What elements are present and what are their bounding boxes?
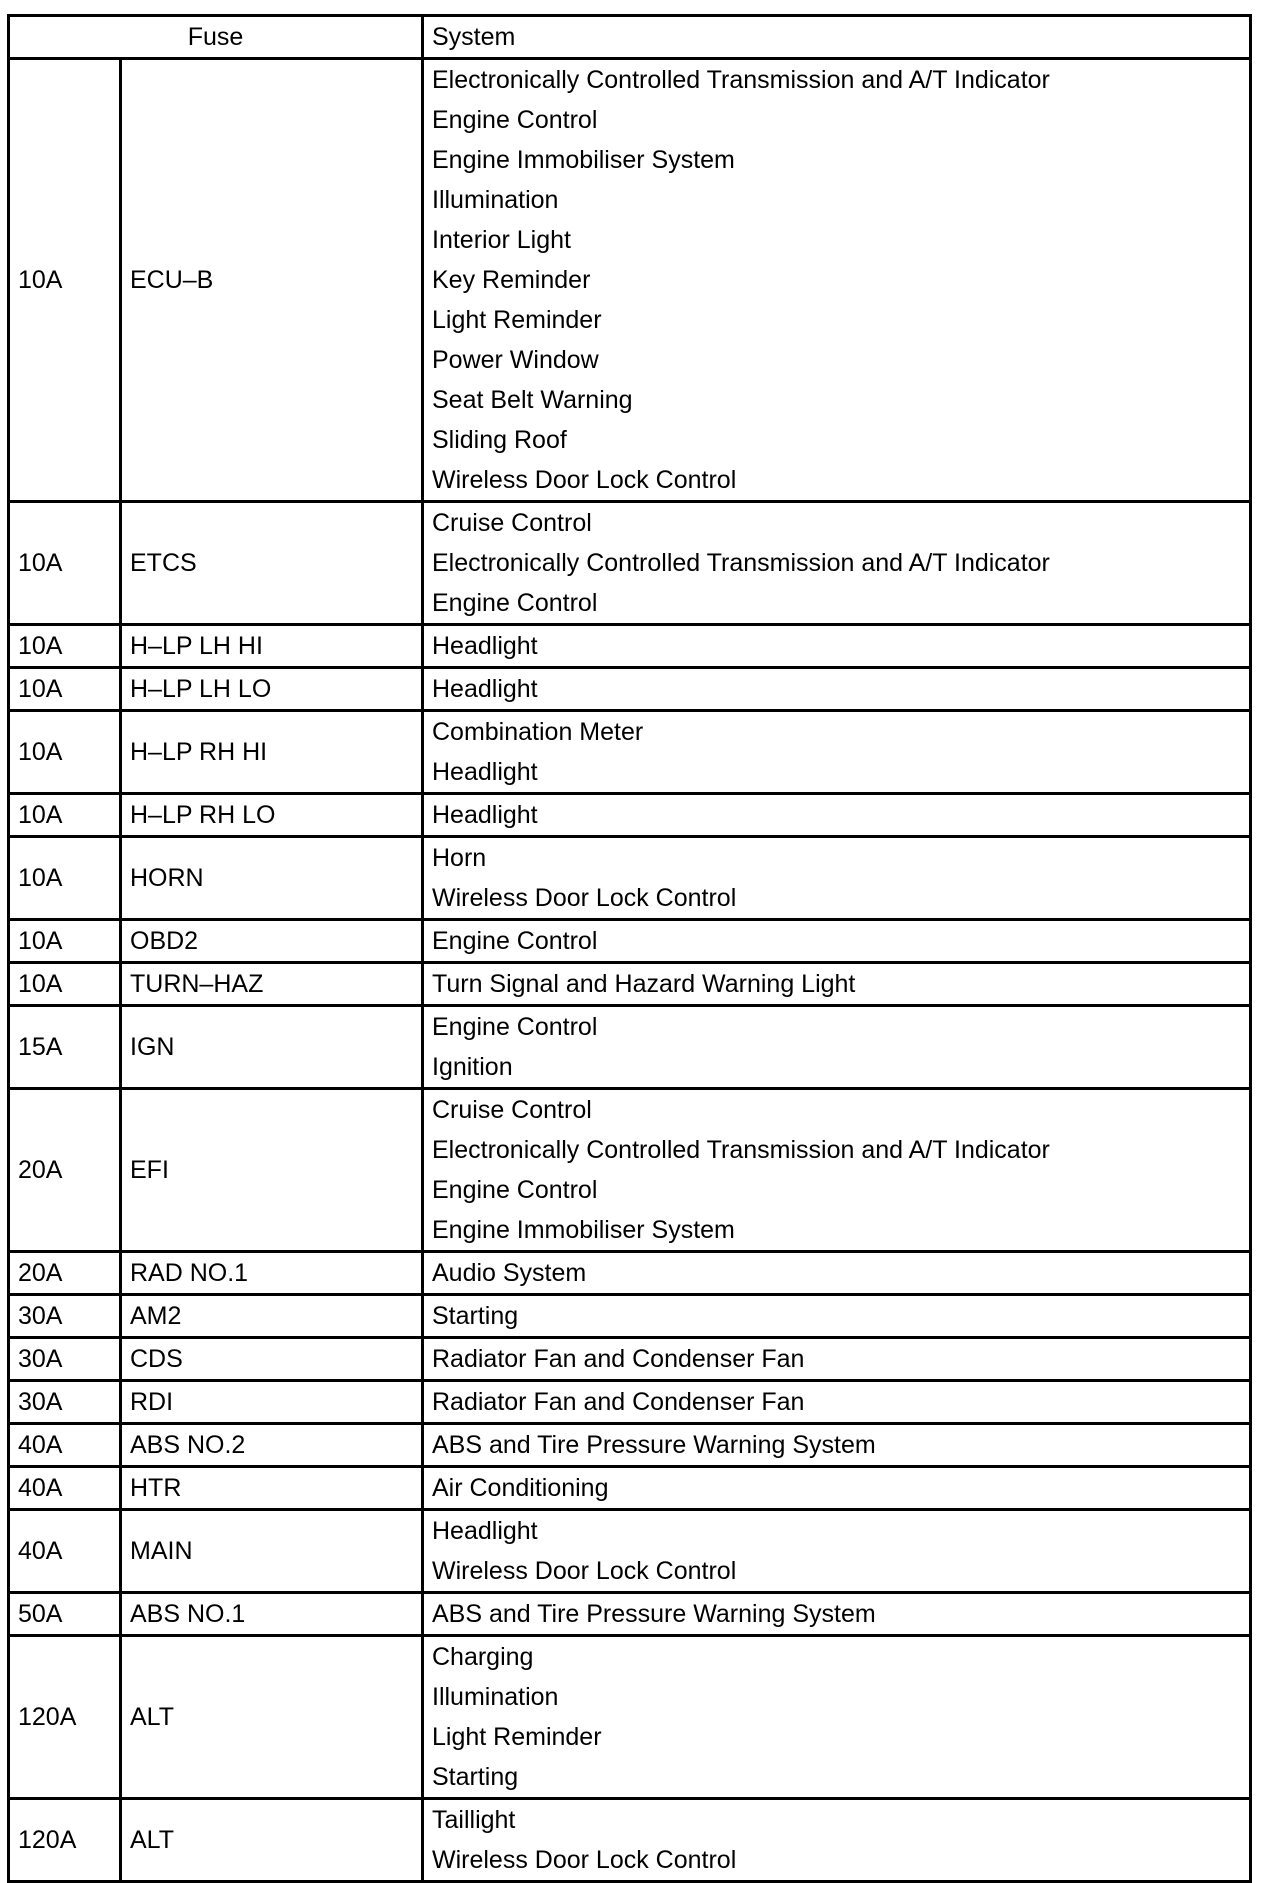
table-row bbox=[9, 837, 1251, 920]
fuse-amperage: 20A bbox=[9, 1252, 121, 1295]
system-item: Wireless Door Lock Control bbox=[432, 1557, 737, 1585]
table-row bbox=[9, 1252, 1251, 1295]
fuse-systems bbox=[423, 1510, 1251, 1593]
fuse-name: ECU–B bbox=[121, 59, 423, 502]
fuse-name: ALT bbox=[121, 1799, 423, 1882]
system-item: Engine Immobiliser System bbox=[432, 1216, 735, 1244]
system-item: Headlight bbox=[432, 632, 538, 660]
fuse-systems bbox=[423, 794, 1251, 837]
fuse-name: IGN bbox=[121, 1006, 423, 1089]
fuse-table bbox=[7, 14, 1252, 1883]
system-item: Engine Immobiliser System bbox=[432, 146, 735, 174]
table-row bbox=[9, 625, 1251, 668]
system-item: Air Conditioning bbox=[432, 1474, 609, 1502]
system-item: Starting bbox=[432, 1302, 519, 1330]
table-row bbox=[9, 1295, 1251, 1338]
fuse-name: H–LP RH HI bbox=[121, 711, 423, 794]
fuse-amperage: 10A bbox=[9, 837, 121, 920]
fuse-name: OBD2 bbox=[121, 920, 423, 963]
fuse-amperage: 10A bbox=[9, 794, 121, 837]
fuse-systems bbox=[423, 1799, 1251, 1882]
system-item: Turn Signal and Hazard Warning Light bbox=[432, 970, 856, 998]
fuse-systems bbox=[423, 1424, 1251, 1467]
fuse-name: ABS NO.2 bbox=[121, 1424, 423, 1467]
system-item: Cruise Control bbox=[432, 509, 592, 537]
fuse-name: EFI bbox=[121, 1089, 423, 1252]
fuse-systems bbox=[423, 1252, 1251, 1295]
fuse-amperage: 10A bbox=[9, 920, 121, 963]
table-row bbox=[9, 1381, 1251, 1424]
system-item: Key Reminder bbox=[432, 266, 591, 294]
fuse-name: HTR bbox=[121, 1467, 423, 1510]
fuse-name: AM2 bbox=[121, 1295, 423, 1338]
fuse-systems bbox=[423, 1593, 1251, 1636]
system-item: Headlight bbox=[432, 1517, 538, 1545]
system-item: Light Reminder bbox=[432, 306, 602, 334]
system-item: Radiator Fan and Condenser Fan bbox=[432, 1388, 805, 1416]
system-item: Engine Control bbox=[432, 1176, 598, 1204]
system-item: Power Window bbox=[432, 346, 599, 374]
header-fuse: Fuse bbox=[9, 16, 423, 59]
fuse-amperage: 10A bbox=[9, 963, 121, 1006]
system-item: Electronically Controlled Transmission and A/T Indicator bbox=[432, 66, 1050, 94]
table-row bbox=[9, 920, 1251, 963]
fuse-systems bbox=[423, 1338, 1251, 1381]
fuse-systems bbox=[423, 920, 1251, 963]
system-item: Engine Control bbox=[432, 927, 598, 955]
system-item: ABS and Tire Pressure Warning System bbox=[432, 1600, 876, 1628]
header-system: System bbox=[423, 16, 1251, 59]
system-item: ABS and Tire Pressure Warning System bbox=[432, 1431, 876, 1459]
fuse-systems bbox=[423, 1467, 1251, 1510]
fuse-name: ALT bbox=[121, 1636, 423, 1799]
system-item: Engine Control bbox=[432, 589, 598, 617]
system-item: Seat Belt Warning bbox=[432, 386, 633, 414]
system-item: Radiator Fan and Condenser Fan bbox=[432, 1345, 805, 1373]
fuse-amperage: 40A bbox=[9, 1510, 121, 1593]
system-item: Headlight bbox=[432, 758, 538, 786]
fuse-systems bbox=[423, 59, 1251, 502]
system-item: Electronically Controlled Transmission and A/T Indicator bbox=[432, 1136, 1050, 1164]
table-row bbox=[9, 794, 1251, 837]
system-item: Audio System bbox=[432, 1259, 587, 1287]
system-item: Taillight bbox=[432, 1806, 516, 1834]
fuse-systems bbox=[423, 1381, 1251, 1424]
system-item: Wireless Door Lock Control bbox=[432, 1846, 737, 1874]
table-row bbox=[9, 963, 1251, 1006]
system-item: Engine Control bbox=[432, 1013, 598, 1041]
fuse-name: CDS bbox=[121, 1338, 423, 1381]
table-row bbox=[9, 1636, 1251, 1799]
system-item: Interior Light bbox=[432, 226, 571, 254]
header-row bbox=[9, 16, 1251, 59]
system-item: Illumination bbox=[432, 186, 559, 214]
fuse-name: RAD NO.1 bbox=[121, 1252, 423, 1295]
table-row bbox=[9, 1089, 1251, 1252]
table-row bbox=[9, 668, 1251, 711]
fuse-amperage: 30A bbox=[9, 1295, 121, 1338]
fuse-amperage: 120A bbox=[9, 1799, 121, 1882]
fuse-amperage: 15A bbox=[9, 1006, 121, 1089]
table-row bbox=[9, 59, 1251, 502]
fuse-name: H–LP LH HI bbox=[121, 625, 423, 668]
fuse-amperage: 20A bbox=[9, 1089, 121, 1252]
fuse-amperage: 10A bbox=[9, 502, 121, 625]
table-row bbox=[9, 1510, 1251, 1593]
system-item: Horn bbox=[432, 844, 487, 872]
fuse-name: H–LP LH LO bbox=[121, 668, 423, 711]
fuse-systems bbox=[423, 1006, 1251, 1089]
system-item: Ignition bbox=[432, 1053, 513, 1081]
fuse-table-body bbox=[9, 59, 1251, 1882]
system-item: Charging bbox=[432, 1643, 534, 1671]
system-item: Combination Meter bbox=[432, 718, 644, 746]
fuse-name: TURN–HAZ bbox=[121, 963, 423, 1006]
fuse-amperage: 50A bbox=[9, 1593, 121, 1636]
table-row bbox=[9, 711, 1251, 794]
table-row bbox=[9, 1799, 1251, 1882]
fuse-systems bbox=[423, 668, 1251, 711]
fuse-systems bbox=[423, 1089, 1251, 1252]
fuse-systems bbox=[423, 1295, 1251, 1338]
system-item: Wireless Door Lock Control bbox=[432, 884, 737, 912]
fuse-systems bbox=[423, 1636, 1251, 1799]
fuse-amperage: 120A bbox=[9, 1636, 121, 1799]
system-item: Electronically Controlled Transmission and A/T Indicator bbox=[432, 549, 1050, 577]
fuse-name: HORN bbox=[121, 837, 423, 920]
system-item: Wireless Door Lock Control bbox=[432, 466, 737, 494]
table-row bbox=[9, 1424, 1251, 1467]
fuse-amperage: 40A bbox=[9, 1467, 121, 1510]
system-item: Sliding Roof bbox=[432, 426, 567, 454]
system-item: Headlight bbox=[432, 675, 538, 703]
table-row bbox=[9, 502, 1251, 625]
fuse-amperage: 10A bbox=[9, 668, 121, 711]
fuse-amperage: 10A bbox=[9, 711, 121, 794]
system-item: Cruise Control bbox=[432, 1096, 592, 1124]
fuse-amperage: 30A bbox=[9, 1381, 121, 1424]
fuse-amperage: 40A bbox=[9, 1424, 121, 1467]
fuse-systems bbox=[423, 963, 1251, 1006]
table-row bbox=[9, 1467, 1251, 1510]
system-item: Illumination bbox=[432, 1683, 559, 1711]
table-row bbox=[9, 1593, 1251, 1636]
fuse-name: ABS NO.1 bbox=[121, 1593, 423, 1636]
system-item: Light Reminder bbox=[432, 1723, 602, 1751]
fuse-systems bbox=[423, 837, 1251, 920]
fuse-systems bbox=[423, 625, 1251, 668]
fuse-systems bbox=[423, 711, 1251, 794]
fuse-name: MAIN bbox=[121, 1510, 423, 1593]
fuse-name: RDI bbox=[121, 1381, 423, 1424]
system-item: Engine Control bbox=[432, 106, 598, 134]
system-item: Starting bbox=[432, 1763, 519, 1791]
fuse-name: H–LP RH LO bbox=[121, 794, 423, 837]
table-row bbox=[9, 1338, 1251, 1381]
fuse-amperage: 10A bbox=[9, 625, 121, 668]
table-row bbox=[9, 1006, 1251, 1089]
fuse-systems bbox=[423, 502, 1251, 625]
fuse-amperage: 30A bbox=[9, 1338, 121, 1381]
fuse-name: ETCS bbox=[121, 502, 423, 625]
fuse-amperage: 10A bbox=[9, 59, 121, 502]
system-item: Headlight bbox=[432, 801, 538, 829]
